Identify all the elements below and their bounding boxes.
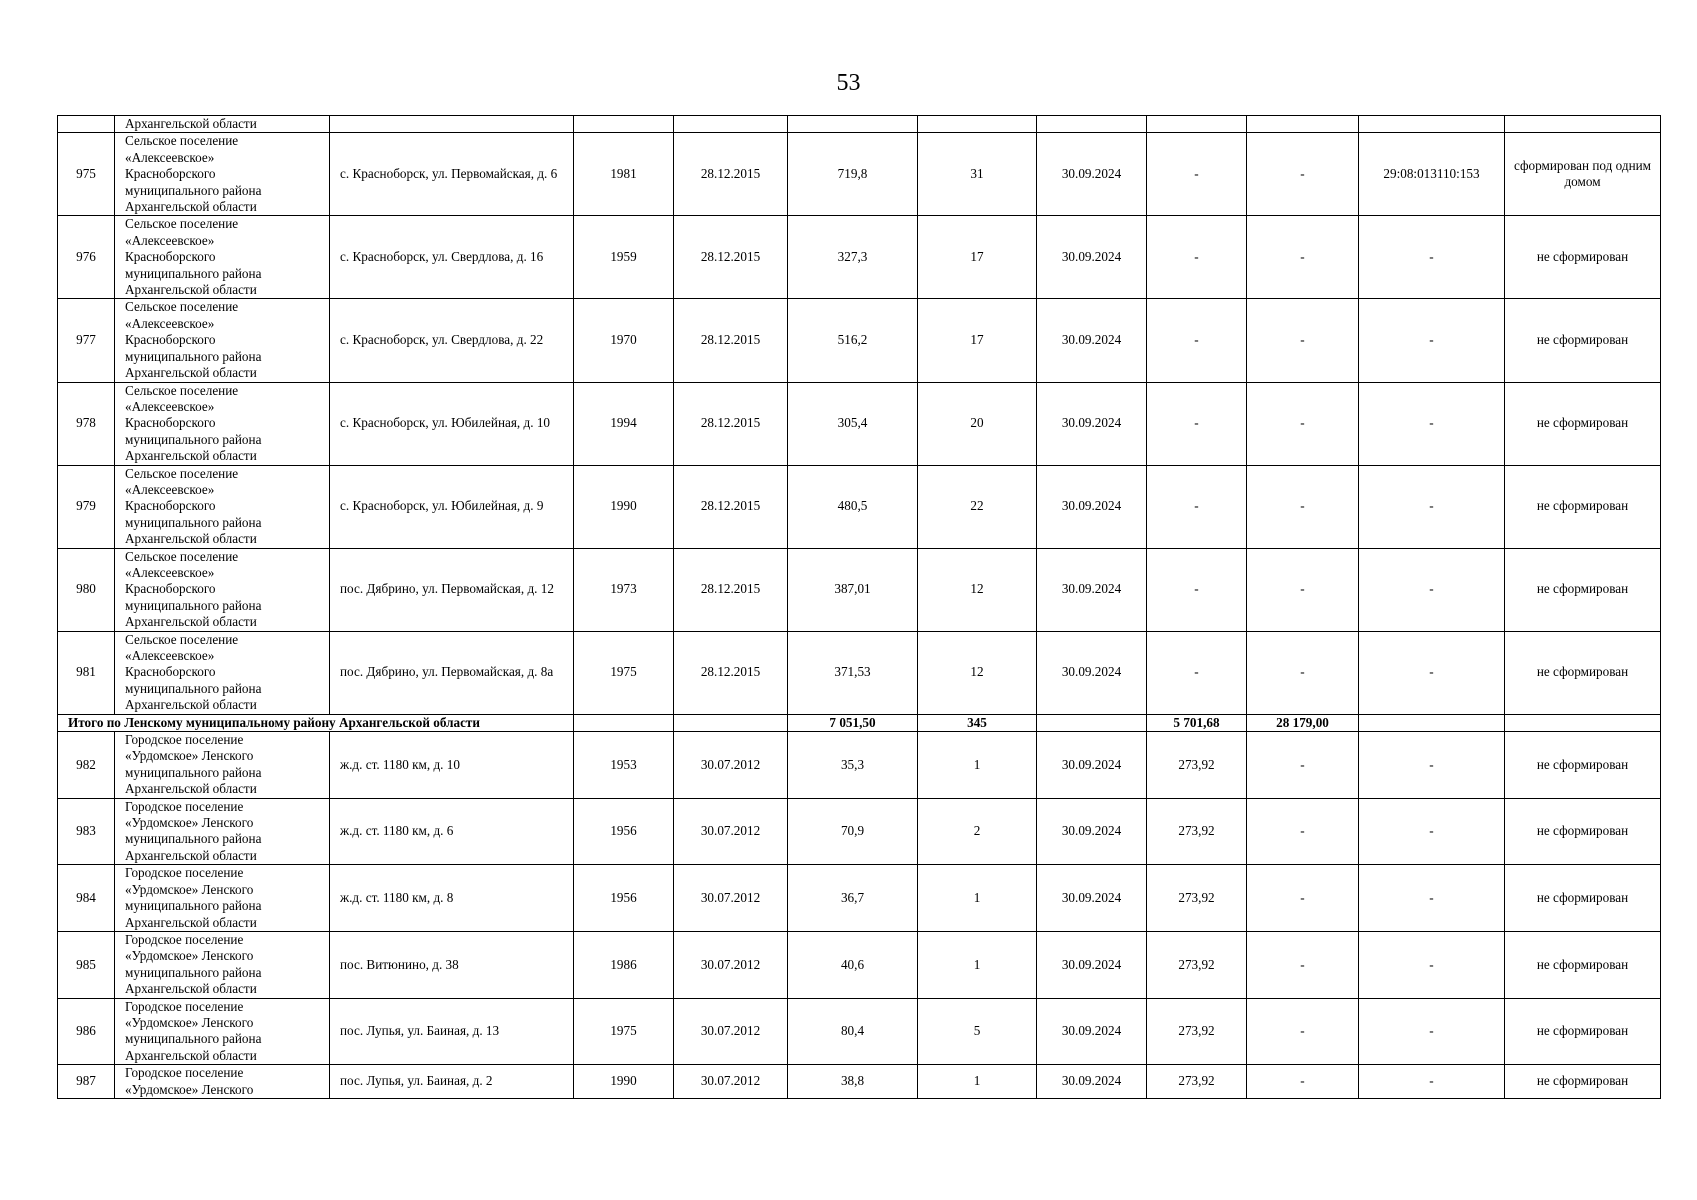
address-cell: пос. Дябрино, ул. Первомайская, д. 8а (330, 631, 574, 714)
municipality-line: «Урдомское» Ленского (125, 748, 254, 764)
column-9-cell: - (1247, 631, 1359, 714)
column-9-cell: - (1247, 465, 1359, 548)
row-number-cell: 982 (58, 732, 115, 799)
table-row (58, 216, 1661, 299)
address-cell: пос. Лупья, ул. Баиная, д. 13 (330, 998, 574, 1065)
table-body-alekseevskoe (58, 133, 1661, 714)
address-cell: пос. Дябрино, ул. Первомайская, д. 12 (330, 548, 574, 631)
row-number-cell: 985 (58, 931, 115, 998)
residents-cell: 31 (918, 133, 1037, 216)
year-cell: 1986 (574, 931, 674, 998)
column-9-cell: - (1247, 732, 1359, 799)
deadline-cell: 30.09.2024 (1037, 216, 1147, 299)
area-cell: 35,3 (788, 732, 918, 799)
deadline-cell: 30.09.2024 (1037, 631, 1147, 714)
table-row (58, 931, 1661, 998)
residents-cell: 22 (918, 465, 1037, 548)
deadline-cell: 30.09.2024 (1037, 998, 1147, 1065)
cadastre-cell: - (1359, 998, 1505, 1065)
column-8-cell: 273,92 (1147, 798, 1247, 865)
municipality-line: Сельское поселение (125, 216, 239, 232)
year-cell: 1981 (574, 133, 674, 216)
row-number-cell: 984 (58, 865, 115, 932)
address-cell: с. Красноборск, ул. Юбилейная, д. 10 (330, 382, 574, 465)
date-cell: 28.12.2015 (674, 548, 788, 631)
date-cell: 28.12.2015 (674, 133, 788, 216)
row-number-cell: 986 (58, 998, 115, 1065)
municipality-line: муниципального района (125, 348, 262, 364)
residents-cell: 1 (918, 1065, 1037, 1099)
year-cell: 1994 (574, 382, 674, 465)
column-8-cell: 273,92 (1147, 865, 1247, 932)
municipality-line: «Алексеевское» (125, 648, 215, 663)
deadline-cell: 30.09.2024 (1037, 1065, 1147, 1099)
column-9-cell: - (1247, 382, 1359, 465)
year-cell: 1953 (574, 732, 674, 799)
column-9-cell: - (1247, 798, 1359, 865)
status-cell: не сформирован (1505, 631, 1661, 714)
area-cell: 387,01 (788, 548, 918, 631)
address-cell: пос. Лупья, ул. Баиная, д. 2 (330, 1065, 574, 1099)
table-body-urdomskoe (58, 732, 1661, 1099)
status-cell: не сформирован (1505, 798, 1661, 865)
row-number-cell: 979 (58, 465, 115, 548)
cadastre-cell: - (1359, 931, 1505, 998)
total-column-8: 5 701,68 (1147, 714, 1247, 731)
column-8-cell: - (1147, 382, 1247, 465)
year-cell: 1956 (574, 865, 674, 932)
year-cell: 1990 (574, 1065, 674, 1099)
residents-cell: 20 (918, 382, 1037, 465)
column-8-cell: 273,92 (1147, 998, 1247, 1065)
column-9-cell: - (1247, 133, 1359, 216)
table-row (58, 732, 1661, 799)
area-cell: 516,2 (788, 299, 918, 382)
municipality-line: Красноборского (125, 166, 216, 182)
municipality-cell (115, 216, 330, 299)
table-row (58, 299, 1661, 382)
municipality-line: муниципального района (125, 597, 262, 613)
date-cell: 28.12.2015 (674, 382, 788, 465)
date-cell: 30.07.2012 (674, 931, 788, 998)
total-column-9: 28 179,00 (1247, 714, 1359, 731)
status-cell: не сформирован (1505, 1065, 1661, 1099)
municipality-cell (115, 299, 330, 382)
table-row (58, 798, 1661, 865)
area-cell: 70,9 (788, 798, 918, 865)
municipality-line: Красноборского (125, 498, 216, 514)
municipality-line: «Алексеевское» (125, 398, 215, 414)
date-cell: 30.07.2012 (674, 732, 788, 799)
municipality-line: «Урдомское» Ленского (125, 1014, 254, 1030)
municipality-line: «Алексеевское» (125, 315, 215, 331)
status-cell: не сформирован (1505, 216, 1661, 299)
municipality-line: Архангельской области (125, 365, 257, 381)
year-cell: 1990 (574, 465, 674, 548)
date-cell: 30.07.2012 (674, 1065, 788, 1099)
address-cell: с. Красноборск, ул. Свердлова, д. 16 (330, 216, 574, 299)
status-cell: не сформирован (1505, 465, 1661, 548)
table-body-total (58, 714, 1661, 731)
municipality-cell: Архангельской области (115, 116, 330, 133)
status-cell: не сформирован (1505, 299, 1661, 382)
column-8-cell: - (1147, 216, 1247, 299)
municipality-line: муниципального района (125, 514, 262, 530)
year-cell: 1973 (574, 548, 674, 631)
municipality-line: Сельское поселение (125, 299, 239, 315)
table-row (58, 116, 1661, 133)
date-cell: 28.12.2015 (674, 631, 788, 714)
municipality-line: муниципального района (125, 831, 262, 847)
status-cell: не сформирован (1505, 382, 1661, 465)
deadline-cell: 30.09.2024 (1037, 382, 1147, 465)
municipality-line: Архангельской области (125, 199, 257, 215)
municipality-line: Городское поселение (125, 732, 244, 748)
cadastre-cell: - (1359, 732, 1505, 799)
municipality-line: Красноборского (125, 664, 216, 680)
deadline-cell: 30.09.2024 (1037, 548, 1147, 631)
cadastre-cell: - (1359, 865, 1505, 932)
municipality-line: муниципального района (125, 431, 262, 447)
table-row (58, 1065, 1661, 1099)
total-label: Итого по Ленскому муниципальному району Архангельской области (58, 714, 574, 731)
table-row (58, 548, 1661, 631)
municipality-line: Архангельской области (125, 614, 257, 630)
municipality-line: «Урдомское» Ленского (125, 815, 254, 831)
municipality-line: «Алексеевское» (125, 564, 215, 580)
area-cell: 480,5 (788, 465, 918, 548)
column-8-cell: - (1147, 631, 1247, 714)
municipality-line: «Урдомское» Ленского (125, 881, 254, 897)
municipality-line: Архангельской области (125, 847, 257, 863)
municipality-line: Сельское поселение (125, 382, 239, 398)
municipality-line: Архангельской области (125, 697, 257, 713)
municipality-line: «Алексеевское» (125, 149, 215, 165)
municipality-line: Архангельской области (125, 781, 257, 797)
year-cell: 1956 (574, 798, 674, 865)
area-cell: 719,8 (788, 133, 918, 216)
address-cell: пос. Витюнино, д. 38 (330, 931, 574, 998)
cadastre-cell: - (1359, 631, 1505, 714)
municipality-line: Архангельской области (125, 531, 257, 547)
address-cell: с. Красноборск, ул. Свердлова, д. 22 (330, 299, 574, 382)
area-cell: 38,8 (788, 1065, 918, 1099)
year-cell: 1970 (574, 299, 674, 382)
municipality-line: Городское поселение (125, 1065, 244, 1081)
municipality-line: Городское поселение (125, 798, 244, 814)
row-number-cell: 987 (58, 1065, 115, 1099)
municipality-line: Архангельской области (125, 282, 257, 298)
residents-cell: 1 (918, 732, 1037, 799)
table-row (58, 631, 1661, 714)
column-9-cell: - (1247, 931, 1359, 998)
municipality-line: «Урдомское» Ленского (125, 948, 254, 964)
row-number-cell: 976 (58, 216, 115, 299)
row-number-cell: 980 (58, 548, 115, 631)
municipality-cell (115, 631, 330, 714)
municipality-line: муниципального района (125, 1031, 262, 1047)
column-9-cell: - (1247, 299, 1359, 382)
municipality-cell (115, 798, 330, 865)
municipality-line: Архангельской области (125, 981, 257, 997)
deadline-cell: 30.09.2024 (1037, 865, 1147, 932)
table-body (58, 116, 1661, 133)
date-cell: 28.12.2015 (674, 299, 788, 382)
municipality-line: «Алексеевское» (125, 232, 215, 248)
area-cell: 36,7 (788, 865, 918, 932)
address-cell: с. Красноборск, ул. Юбилейная, д. 9 (330, 465, 574, 548)
municipality-cell (115, 382, 330, 465)
area-cell: 80,4 (788, 998, 918, 1065)
row-number-cell: 975 (58, 133, 115, 216)
housing-registry-table (57, 115, 1661, 1099)
cadastre-cell: - (1359, 299, 1505, 382)
municipality-line: Сельское поселение (125, 548, 239, 564)
row-number-cell (58, 116, 115, 133)
municipality-cell (115, 1065, 330, 1099)
cadastre-cell: - (1359, 1065, 1505, 1099)
residents-cell: 1 (918, 865, 1037, 932)
column-8-cell: - (1147, 548, 1247, 631)
municipality-line: Городское поселение (125, 998, 244, 1014)
municipality-line: Красноборского (125, 332, 216, 348)
municipality-cell (115, 732, 330, 799)
municipality-line: «Алексеевское» (125, 481, 215, 497)
area-cell: 327,3 (788, 216, 918, 299)
date-cell: 28.12.2015 (674, 465, 788, 548)
year-cell: 1975 (574, 998, 674, 1065)
date-cell: 30.07.2012 (674, 865, 788, 932)
column-9-cell: - (1247, 216, 1359, 299)
municipality-line: Сельское поселение (125, 465, 239, 481)
address-cell: ж.д. ст. 1180 км, д. 10 (330, 732, 574, 799)
municipality-cell (115, 465, 330, 548)
status-cell: не сформирован (1505, 548, 1661, 631)
deadline-cell: 30.09.2024 (1037, 732, 1147, 799)
address-cell: ж.д. ст. 1180 км, д. 6 (330, 798, 574, 865)
municipality-line: муниципального района (125, 898, 262, 914)
total-area: 7 051,50 (788, 714, 918, 731)
status-cell: не сформирован (1505, 865, 1661, 932)
residents-cell: 1 (918, 931, 1037, 998)
municipality-line: Сельское поселение (125, 133, 239, 149)
column-9-cell: - (1247, 998, 1359, 1065)
municipality-line: Архангельской области (125, 448, 257, 464)
municipality-line: муниципального района (125, 764, 262, 780)
municipality-line: Городское поселение (125, 931, 244, 947)
municipality-cell (115, 998, 330, 1065)
residents-cell: 12 (918, 631, 1037, 714)
cadastre-cell: - (1359, 382, 1505, 465)
date-cell: 30.07.2012 (674, 998, 788, 1065)
residents-cell: 2 (918, 798, 1037, 865)
municipality-line: Красноборского (125, 249, 216, 265)
cadastre-cell: - (1359, 465, 1505, 548)
row-number-cell: 983 (58, 798, 115, 865)
residents-cell: 5 (918, 998, 1037, 1065)
residents-cell: 12 (918, 548, 1037, 631)
column-8-cell: - (1147, 465, 1247, 548)
municipality-line: муниципального района (125, 964, 262, 980)
municipality-line: муниципального района (125, 265, 262, 281)
date-cell: 28.12.2015 (674, 216, 788, 299)
table-row (58, 465, 1661, 548)
municipality-line: Архангельской области (125, 1047, 257, 1063)
residents-cell: 17 (918, 216, 1037, 299)
column-8-cell: - (1147, 133, 1247, 216)
municipality-line: «Урдомское» Ленского (125, 1081, 254, 1097)
deadline-cell: 30.09.2024 (1037, 133, 1147, 216)
municipality-cell (115, 548, 330, 631)
table-row (58, 998, 1661, 1065)
column-8-cell: 273,92 (1147, 1065, 1247, 1099)
cadastre-cell: 29:08:013110:153 (1359, 133, 1505, 216)
municipality-line: Сельское поселение (125, 631, 239, 647)
district-total-row (58, 714, 1661, 731)
date-cell: 30.07.2012 (674, 798, 788, 865)
table-row (58, 865, 1661, 932)
cadastre-cell: - (1359, 216, 1505, 299)
column-9-cell: - (1247, 865, 1359, 932)
municipality-line: Городское поселение (125, 865, 244, 881)
table-row (58, 133, 1661, 216)
page-number: 53 (836, 70, 861, 96)
row-number-cell: 977 (58, 299, 115, 382)
municipality-line: муниципального района (125, 680, 262, 696)
status-cell: не сформирован (1505, 998, 1661, 1065)
column-9-cell: - (1247, 548, 1359, 631)
column-8-cell: 273,92 (1147, 732, 1247, 799)
cadastre-cell: - (1359, 548, 1505, 631)
area-cell: 40,6 (788, 931, 918, 998)
area-cell: 371,53 (788, 631, 918, 714)
row-number-cell: 978 (58, 382, 115, 465)
municipality-line: Красноборского (125, 581, 216, 597)
year-cell: 1975 (574, 631, 674, 714)
municipality-line: Красноборского (125, 415, 216, 431)
municipality-cell (115, 865, 330, 932)
municipality-line: Архангельской области (125, 914, 257, 930)
deadline-cell: 30.09.2024 (1037, 465, 1147, 548)
deadline-cell: 30.09.2024 (1037, 798, 1147, 865)
column-8-cell: 273,92 (1147, 931, 1247, 998)
municipality-cell (115, 133, 330, 216)
address-cell: с. Красноборск, ул. Первомайская, д. 6 (330, 133, 574, 216)
column-9-cell: - (1247, 1065, 1359, 1099)
deadline-cell: 30.09.2024 (1037, 299, 1147, 382)
residents-cell: 17 (918, 299, 1037, 382)
status-cell: не сформирован (1505, 732, 1661, 799)
address-cell: ж.д. ст. 1180 км, д. 8 (330, 865, 574, 932)
status-cell: не сформирован (1505, 931, 1661, 998)
deadline-cell: 30.09.2024 (1037, 931, 1147, 998)
row-number-cell: 981 (58, 631, 115, 714)
cadastre-cell: - (1359, 798, 1505, 865)
total-residents: 345 (918, 714, 1037, 731)
table-row (58, 382, 1661, 465)
municipality-line: муниципального района (125, 182, 262, 198)
year-cell: 1959 (574, 216, 674, 299)
area-cell: 305,4 (788, 382, 918, 465)
column-8-cell: - (1147, 299, 1247, 382)
municipality-cell (115, 931, 330, 998)
status-cell: сформирован под одним домом (1505, 133, 1661, 216)
